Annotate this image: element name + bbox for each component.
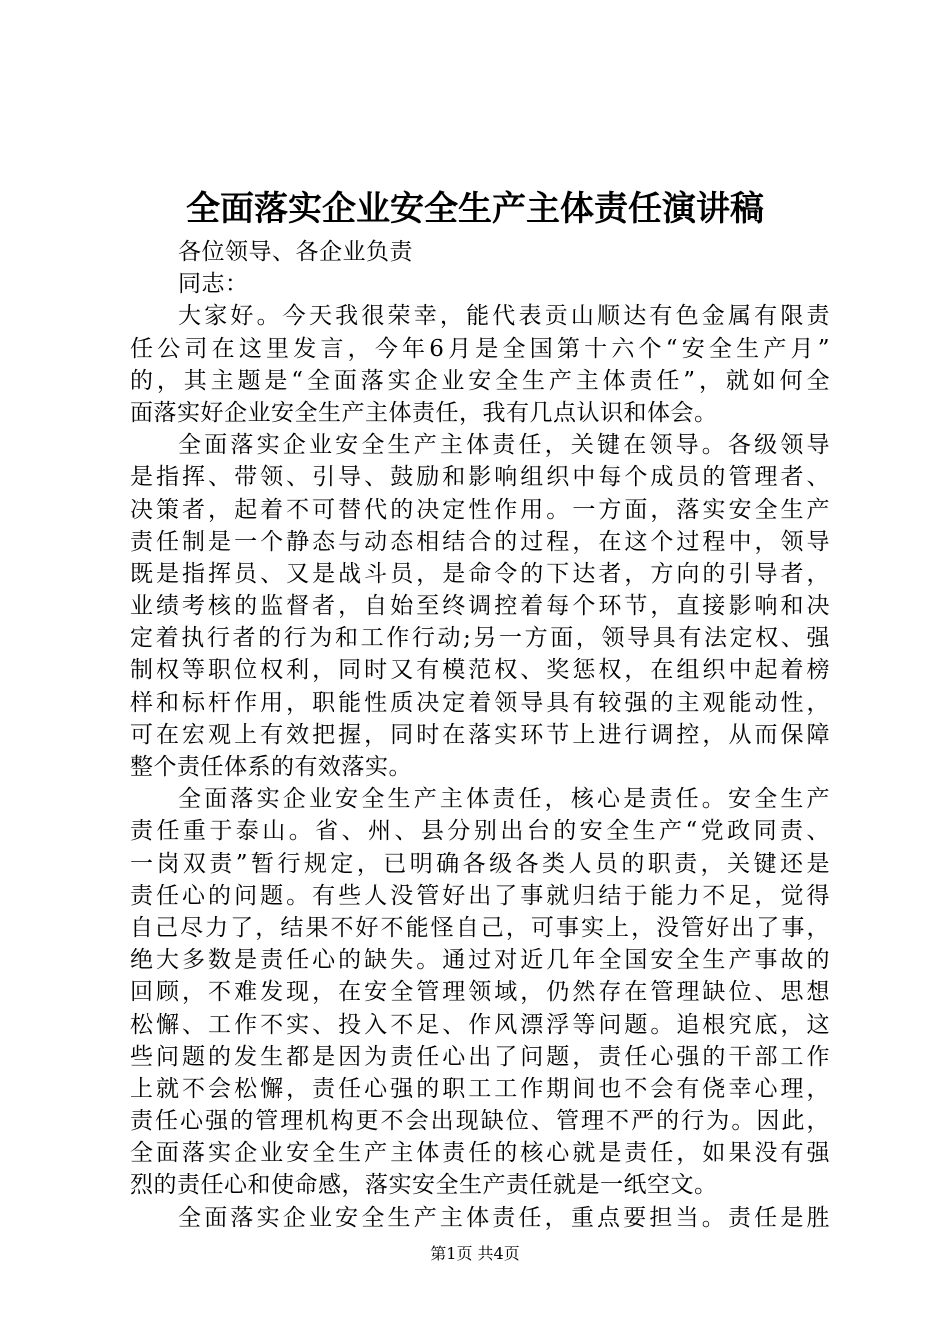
body-text-line: 责任重于泰山。省、州、县分别出台的安全生产“党政同责、 (130, 818, 830, 845)
document-body (130, 236, 830, 1234)
body-text-line: 可在宏观上有效把握，同时在落实环节上进行调控，从而保障 (130, 721, 830, 748)
body-text-line: 既是指挥员、又是战斗员，是命令的下达者，方向的引导者， (130, 560, 830, 587)
body-text-line: 任公司在这里发言，今年6月是全国第十六个“安全生产月” (130, 335, 830, 362)
body-text-line: 责任制是一个静态与动态相结合的过程，在这个过程中，领导 (130, 528, 830, 555)
body-text-line: 责任心的问题。有些人没管好出了事就归结于能力不足，觉得 (130, 882, 830, 909)
body-text-line: 整个责任体系的有效落实。 (130, 754, 412, 780)
body-text-line: 面落实好企业安全生产主体责任，我有几点认识和体会。 (130, 399, 718, 426)
body-text-line: 同志： (178, 271, 249, 298)
body-text-line: 全面落实企业安全生产主体责任，关键在领导。各级领导 (178, 432, 830, 459)
body-text-line: 全面落实企业安全生产主体责任，核心是责任。安全生产 (178, 786, 830, 813)
body-text-line: 大家好。今天我很荣幸，能代表贡山顺达有色金属有限责 (178, 303, 830, 330)
body-text-line: 全面落实企业安全生产主体责任，重点要担当。责任是胜 (178, 1204, 830, 1231)
body-text-line: 业绩考核的监督者，自始至终调控着每个环节，直接影响和决 (130, 593, 830, 620)
page-footer: 第1页 共4页 (430, 1244, 520, 1263)
body-text-line: 制权等职位权利，同时又有模范权、奖惩权，在组织中起着榜 (130, 657, 830, 684)
body-text-line: 是指挥、带领、引导、鼓励和影响组织中每个成员的管理者、 (130, 464, 830, 491)
body-text-line: 责任心强的管理机构更不会出现缺位、管理不严的行为。因此， (130, 1108, 830, 1135)
body-text-line: 一岗双责”暂行规定，已明确各级各类人员的职责，关键还是 (130, 850, 830, 877)
body-text-line: 自己尽力了，结果不好不能怪自己，可事实上，没管好出了事， (130, 914, 830, 941)
body-text-line: 全面落实企业安全生产主体责任的核心就是责任，如果没有强 (130, 1140, 830, 1167)
body-text-line: 决策者，起着不可替代的决定性作用。一方面，落实安全生产 (130, 496, 830, 523)
body-text-line: 各位领导、各企业负责 (178, 239, 413, 265)
body-text-line: 松懈、工作不实、投入不足、作风漂浮等问题。追根究底，这 (130, 1011, 830, 1038)
body-text-line: 回顾，不难发现，在安全管理领域，仍然存在管理缺位、思想 (130, 979, 830, 1006)
body-text-line: 上就不会松懈，责任心强的职工工作期间也不会有侥幸心理， (130, 1075, 830, 1102)
body-text-line: 绝大多数是责任心的缺失。通过对近几年全国安全生产事故的 (130, 947, 830, 974)
body-text-line: 样和标杆作用，职能性质决定着领导具有较强的主观能动性， (130, 689, 830, 716)
body-text-line: 的，其主题是“全面落实企业安全生产主体责任”，就如何全 (130, 367, 830, 394)
body-text-line: 烈的责任心和使命感，落实安全生产责任就是一纸空文。 (130, 1172, 718, 1199)
body-text-line: 些问题的发生都是因为责任心出了问题，责任心强的干部工作 (130, 1043, 830, 1070)
body-text-line: 定着执行者的行为和工作行动;另一方面，领导具有法定权、强 (130, 625, 830, 652)
page-title: 全面落实企业安全生产主体责任演讲稿 (186, 189, 764, 229)
